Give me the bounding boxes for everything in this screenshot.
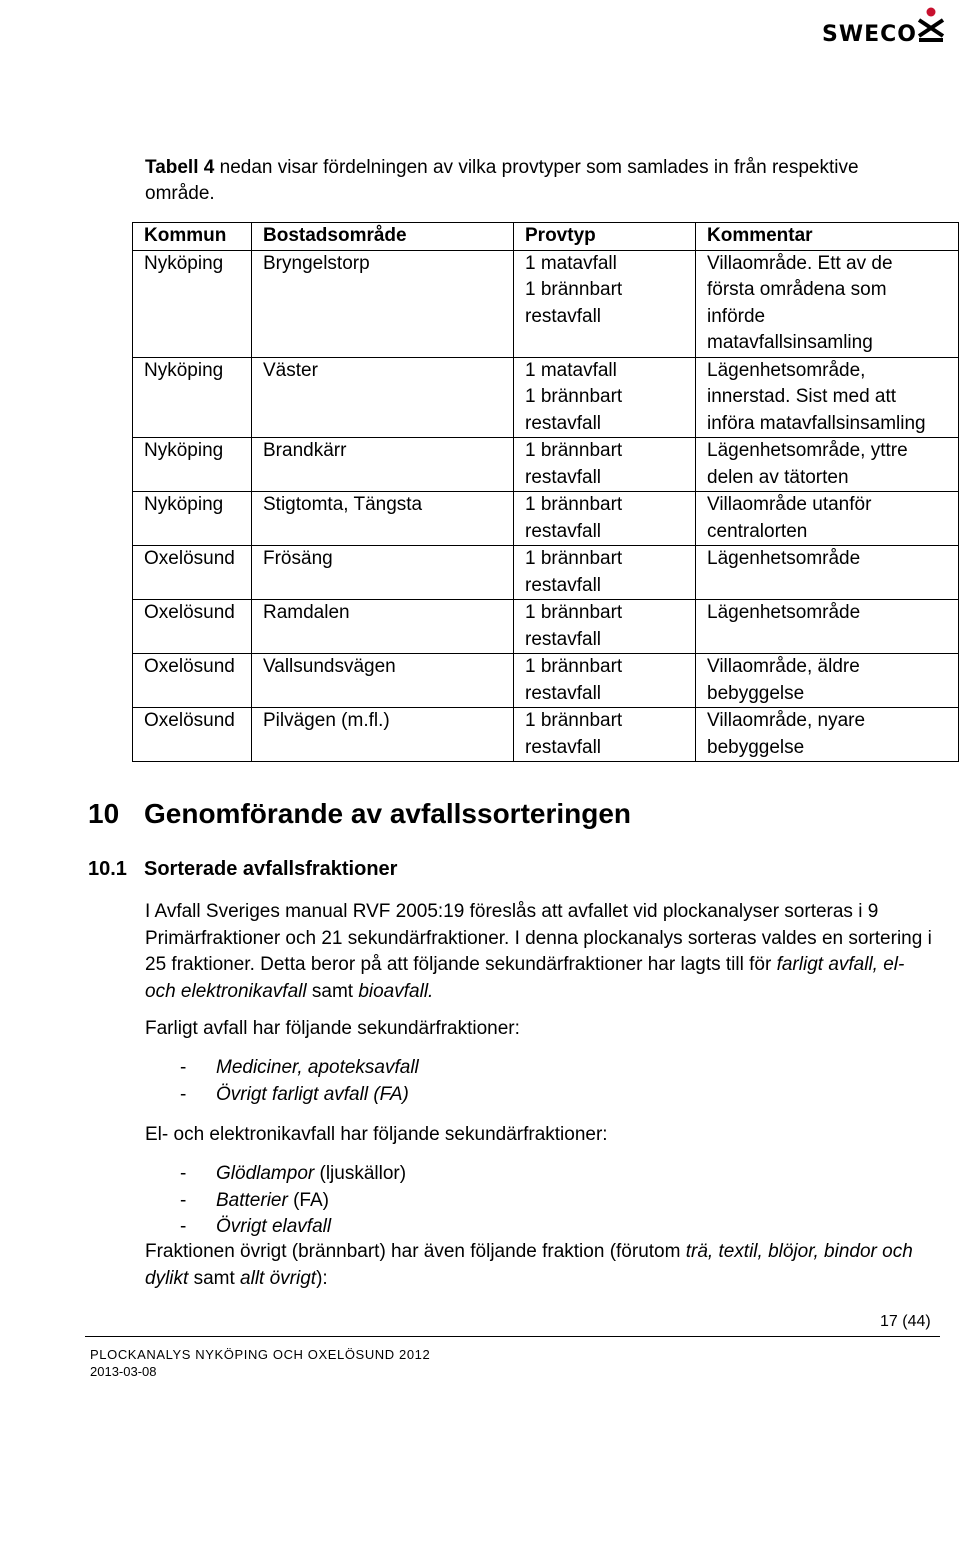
paragraph-ovrigt bbox=[145, 1239, 935, 1292]
cell-provtyp bbox=[514, 438, 696, 492]
provtyp-line: 1 brännbart restavfall bbox=[525, 440, 623, 488]
table-row bbox=[133, 250, 959, 357]
cell-kommun: Oxelösund bbox=[133, 546, 252, 600]
list-dash: - bbox=[180, 1189, 187, 1211]
provtyp-line: 1 matavfall bbox=[525, 359, 617, 381]
table-row bbox=[133, 654, 959, 708]
cell-provtyp bbox=[514, 357, 696, 438]
cell-omrade: Frösäng bbox=[252, 546, 514, 600]
sweco-logo bbox=[822, 6, 950, 48]
table-reference: Tabell 4 bbox=[145, 157, 215, 178]
footer-divider bbox=[85, 1336, 940, 1337]
list-item bbox=[180, 1161, 880, 1188]
farligt-list bbox=[180, 1055, 880, 1108]
cell-provtyp bbox=[514, 492, 696, 546]
paragraph-fractions bbox=[145, 899, 935, 1005]
list-item bbox=[180, 1188, 880, 1215]
cell-omrade: Bryngelstorp bbox=[252, 250, 514, 357]
list-item-text: (ljuskällor) bbox=[314, 1163, 407, 1184]
cell-omrade: Pilvägen (m.fl.) bbox=[252, 708, 514, 762]
list-item-emphasis: Mediciner, apoteksavfall bbox=[216, 1057, 419, 1078]
list-dash: - bbox=[180, 1083, 187, 1105]
cell-kommentar: Villaområde, nyare bebyggelse bbox=[696, 708, 959, 762]
footer-date: 2013-03-08 bbox=[90, 1364, 157, 1379]
cell-provtyp bbox=[514, 600, 696, 654]
cell-provtyp bbox=[514, 250, 696, 357]
section-heading bbox=[88, 798, 631, 830]
provtyp-line: 1 brännbart restavfall bbox=[525, 279, 623, 327]
paragraph-emphasis: farligt avfall, el- och elektronikavfall bbox=[145, 954, 905, 1002]
provtyp-line: 1 brännbart restavfall bbox=[525, 656, 623, 704]
paragraph-emphasis: bioavfall. bbox=[358, 980, 434, 1002]
provtyp-line: 1 brännbart restavfall bbox=[525, 548, 623, 596]
paragraph-text: Fraktionen övrigt (brännbart) har även följande fraktion (förutom bbox=[145, 1241, 686, 1262]
section-title: Genomförande av avfallssorteringen bbox=[144, 798, 632, 829]
header-kommun: Kommun bbox=[133, 223, 252, 251]
cell-kommentar: Villaområde, äldre bebyggelse bbox=[696, 654, 959, 708]
cell-kommentar: Villaområde. Ett av de första områdena som införde matavfallsinsamling bbox=[696, 250, 959, 357]
list-dash: - bbox=[180, 1057, 187, 1078]
subsection-heading bbox=[88, 858, 397, 881]
cell-omrade: Väster bbox=[252, 357, 514, 438]
header-provtyp: Provtyp bbox=[514, 223, 696, 251]
table-intro-text: nedan visar fördelningen av vilka provtyper som samlades in från respektive område. bbox=[145, 157, 859, 204]
list-dash: - bbox=[180, 1216, 187, 1237]
table-row bbox=[133, 546, 959, 600]
cell-kommun: Oxelösund bbox=[133, 600, 252, 654]
cell-provtyp bbox=[514, 708, 696, 762]
subsection-title: Sorterade avfallsfraktioner bbox=[144, 858, 398, 880]
cell-kommentar: Villaområde utanför centralorten bbox=[696, 492, 959, 546]
cell-kommentar: Lägenhetsområde bbox=[696, 546, 959, 600]
list-item-emphasis: Övrigt elavfall bbox=[216, 1216, 332, 1237]
table-row bbox=[133, 600, 959, 654]
list-item bbox=[180, 1214, 880, 1241]
farligt-intro: Farligt avfall har följande sekundärfraktioner: bbox=[145, 1018, 520, 1039]
list-item-text: (FA) bbox=[287, 1189, 329, 1211]
paragraph-text: samt bbox=[306, 980, 359, 1002]
el-intro: El- och elektronikavfall har följande sekundärfraktioner: bbox=[145, 1124, 608, 1145]
table-intro bbox=[145, 155, 925, 207]
header-bostadsomrade: Bostadsområde bbox=[252, 223, 514, 251]
sample-types-table bbox=[132, 222, 959, 762]
cell-kommun: Nyköping bbox=[133, 438, 252, 492]
cell-kommun: Oxelösund bbox=[133, 654, 252, 708]
cell-omrade: Brandkärr bbox=[252, 438, 514, 492]
paragraph-text: ): bbox=[316, 1267, 328, 1289]
paragraph-emphasis: allt övrigt bbox=[240, 1267, 317, 1289]
table-header-row bbox=[133, 223, 959, 251]
cell-kommun: Nyköping bbox=[133, 250, 252, 357]
sweco-person-icon bbox=[916, 6, 946, 44]
provtyp-line: 1 brännbart restavfall bbox=[525, 494, 623, 542]
provtyp-line: 1 brännbart restavfall bbox=[525, 386, 623, 434]
cell-kommentar: Lägenhetsområde, yttre delen av tätorten bbox=[696, 438, 959, 492]
cell-omrade: Vallsundsvägen bbox=[252, 654, 514, 708]
el-list bbox=[180, 1161, 880, 1241]
cell-kommentar: Lägenhetsområde bbox=[696, 600, 959, 654]
list-item-emphasis: Övrigt farligt avfall (FA) bbox=[216, 1083, 409, 1105]
paragraph-text: samt bbox=[188, 1267, 241, 1289]
cell-omrade: Ramdalen bbox=[252, 600, 514, 654]
list-item bbox=[180, 1055, 880, 1082]
cell-kommun: Nyköping bbox=[133, 492, 252, 546]
footer-title: PLOCKANALYS NYKÖPING OCH OXELÖSUND 2012 bbox=[90, 1347, 431, 1362]
cell-provtyp bbox=[514, 546, 696, 600]
table-row bbox=[133, 357, 959, 438]
subsection-number: 10.1 bbox=[88, 858, 127, 880]
table-row bbox=[133, 492, 959, 546]
provtyp-line: 1 brännbart restavfall bbox=[525, 710, 623, 758]
cell-kommun: Oxelösund bbox=[133, 708, 252, 762]
header-kommentar: Kommentar bbox=[696, 223, 959, 251]
cell-omrade: Stigtomta, Tängsta bbox=[252, 492, 514, 546]
logo-wordmark: SWECO bbox=[822, 22, 917, 47]
cell-kommun: Nyköping bbox=[133, 357, 252, 438]
list-item-emphasis: Glödlampor bbox=[216, 1163, 315, 1184]
page-number: 17 (44) bbox=[880, 1313, 931, 1330]
paragraph-text: I Avfall Sveriges manual RVF 2005:19 föreslås att avfallet vid plockanalyser sorteras i 9 Primärfraktioner och 21 sekundärfraktioner. I denna plockanalys sorteras valdes en sortering i 25 fraktioner. Detta beror på att följande sekundärfraktioner har lagts till för bbox=[145, 901, 932, 975]
provtyp-line: 1 brännbart restavfall bbox=[525, 602, 623, 650]
provtyp-line: 1 matavfall bbox=[525, 252, 617, 274]
cell-kommentar: Lägenhetsområde, innerstad. Sist med att införa matavfallsinsamling bbox=[696, 357, 959, 438]
list-item-emphasis: Batterier bbox=[216, 1189, 288, 1211]
section-number: 10 bbox=[88, 798, 120, 829]
list-item bbox=[180, 1082, 880, 1109]
cell-provtyp bbox=[514, 654, 696, 708]
table-row bbox=[133, 708, 959, 762]
paragraph-emphasis: trä, textil, blöjor, bindor och dylikt bbox=[145, 1241, 913, 1289]
list-dash: - bbox=[180, 1163, 187, 1184]
table-row bbox=[133, 438, 959, 492]
